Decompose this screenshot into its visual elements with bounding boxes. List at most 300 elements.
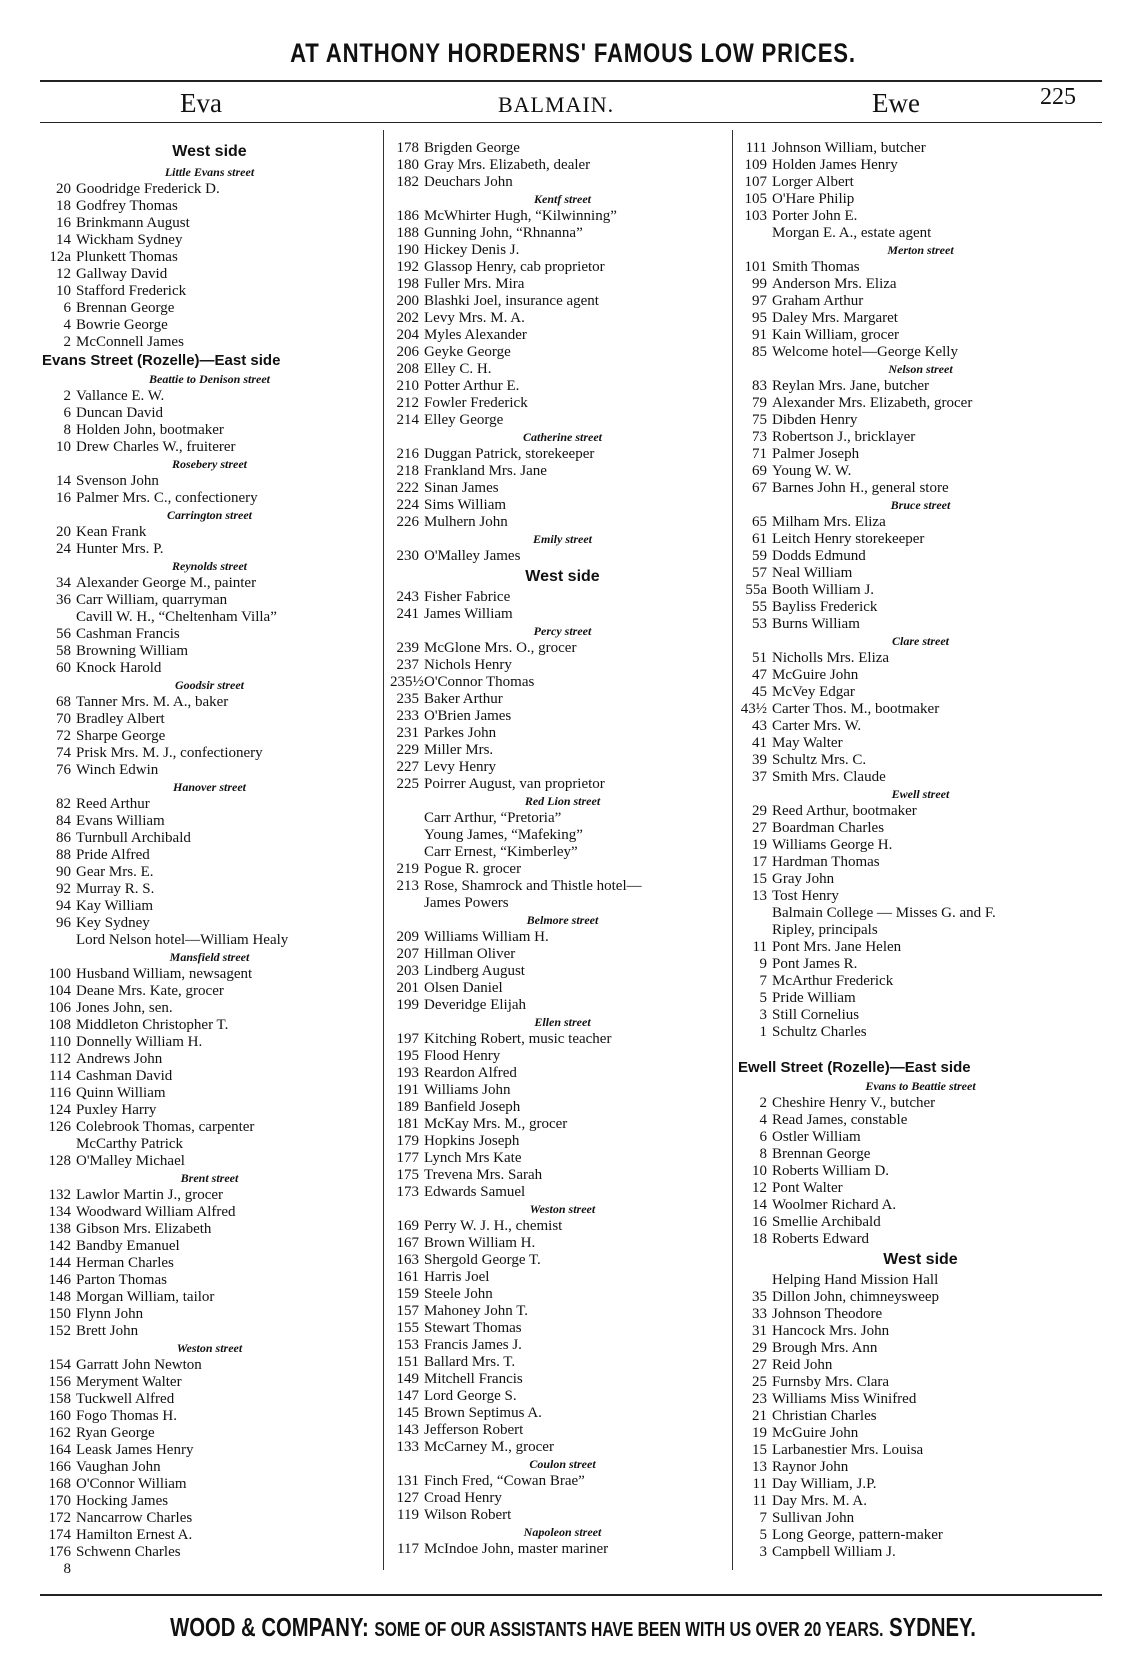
resident-name: Middleton Christopher T. (76, 1017, 229, 1033)
house-number: 112 (49, 1051, 71, 1067)
side-heading: West side (172, 143, 247, 160)
cross-street: Ewell street (891, 787, 950, 801)
resident-name: Hillman Oliver (424, 946, 516, 962)
directory-entry (390, 861, 735, 878)
resident-name: Flynn John (76, 1306, 144, 1322)
house-number (390, 844, 424, 861)
cross-street: Bruce street (890, 498, 951, 512)
resident-name: Robertson J., bricklayer (772, 429, 916, 445)
directory-entry (738, 1323, 1103, 1340)
directory-entry (42, 609, 377, 626)
house-number: 29 (752, 1340, 767, 1356)
directory-entry (738, 922, 1103, 939)
resident-name: Colebrook Thomas, carpenter (76, 1119, 255, 1135)
house-number: 166 (48, 1459, 71, 1475)
directory-entry (738, 327, 1103, 344)
directory-entry (738, 1357, 1103, 1374)
directory-entry (390, 1507, 735, 1524)
house-number: 206 (396, 344, 419, 360)
house-number: 233 (396, 708, 419, 724)
house-number: 2 (63, 388, 71, 404)
house-number: 145 (396, 1405, 419, 1421)
directory-entry (390, 997, 735, 1014)
resident-name: Banfield Joseph (424, 1099, 521, 1115)
resident-name: Murray R. S. (76, 881, 155, 897)
resident-name: Read James, constable (772, 1112, 908, 1128)
house-number: 94 (56, 898, 71, 914)
house-number: 151 (396, 1354, 419, 1370)
house-number: 3 (759, 1007, 767, 1023)
resident-name: Reylan Mrs. Jane, butcher (772, 378, 930, 394)
street-heading: Ewell Street (Rozelle)—East side (738, 1059, 971, 1076)
resident-name: Kitching Robert, music teacher (424, 1031, 612, 1047)
resident-name: Goodridge Frederick D. (76, 181, 220, 197)
resident-name: Svenson John (76, 473, 159, 489)
header-left-keyword: Eva (180, 88, 222, 118)
directory-entry (42, 660, 377, 677)
directory-entry (42, 1238, 377, 1255)
directory-column-2 (390, 140, 735, 1558)
directory-entry (42, 1510, 377, 1527)
house-number: 86 (56, 830, 71, 846)
house-number: 214 (396, 412, 419, 428)
house-number: 209 (396, 929, 419, 945)
house-number: 204 (396, 327, 419, 343)
house-number: 37 (752, 769, 767, 785)
resident-name: Porter John E. (772, 208, 858, 224)
directory-entry (42, 334, 377, 351)
cross-street: Nelson street (888, 362, 953, 376)
resident-name: Francis James J. (424, 1337, 522, 1353)
house-number: 2 (63, 334, 71, 350)
house-number: 172 (48, 1510, 71, 1526)
house-number: 227 (396, 759, 419, 775)
house-number: 58 (56, 643, 71, 659)
resident-name: Dillon John, chimneysweep (772, 1289, 940, 1305)
resident-name: Long George, pattern-maker (772, 1527, 943, 1543)
house-number: 235 (396, 691, 419, 707)
resident-name: Pogue R. grocer (424, 861, 522, 877)
house-number: 18 (56, 198, 71, 214)
house-number: 69 (752, 463, 767, 479)
directory-entry (738, 718, 1103, 735)
house-number: 193 (396, 1065, 419, 1081)
directory-column-1 (42, 140, 377, 1578)
resident-name: Palmer Joseph (772, 446, 860, 462)
directory-entry (42, 300, 377, 317)
house-number: 116 (49, 1085, 71, 1101)
directory-entry (390, 946, 735, 963)
house-number: 6 (63, 300, 71, 316)
resident-name: Harris Joel (424, 1269, 490, 1285)
resident-name: Levy Henry (424, 759, 497, 775)
house-number: 164 (48, 1442, 71, 1458)
footer-city: SYDNEY. (889, 1612, 976, 1642)
resident-name: Lawlor Martin J., grocer (76, 1187, 224, 1203)
header-rule (40, 80, 1102, 82)
resident-name: Elley George (424, 412, 504, 428)
resident-name: Sims William (424, 497, 507, 513)
house-number: 154 (48, 1357, 71, 1373)
resident-name: Ballard Mrs. T. (424, 1354, 516, 1370)
resident-name: Nancarrow Charles (76, 1510, 193, 1526)
resident-name: Cheshire Henry V., butcher (772, 1095, 936, 1111)
cross-street: Reynolds street (172, 559, 247, 573)
house-number: 175 (396, 1167, 419, 1183)
resident-name: Welcome hotel—George Kelly (772, 344, 958, 360)
house-number: 3 (759, 1544, 767, 1560)
directory-entry (42, 1425, 377, 1442)
house-number: 31 (752, 1323, 767, 1339)
house-number: 25 (752, 1374, 767, 1390)
resident-name: Reardon Alfred (424, 1065, 517, 1081)
resident-name: Johnson Theodore (772, 1306, 883, 1322)
house-number: 51 (752, 650, 767, 666)
cross-street: Weston street (176, 1341, 243, 1355)
resident-name: James William (424, 606, 513, 622)
resident-name: Booth William J. (772, 582, 875, 598)
resident-name: Hopkins Joseph (424, 1133, 520, 1149)
directory-entry (42, 1408, 377, 1425)
house-number: 119 (397, 1507, 419, 1523)
column-divider-1 (383, 130, 384, 1570)
house-number: 29 (752, 803, 767, 819)
directory-entry (390, 1439, 735, 1456)
directory-entry (42, 881, 377, 898)
resident-name: Quinn William (76, 1085, 166, 1101)
directory-entry (738, 1391, 1103, 1408)
house-number: 82 (56, 796, 71, 812)
house-number: 160 (48, 1408, 71, 1424)
directory-entry (738, 905, 1103, 922)
house-number: 14 (56, 473, 71, 489)
cross-street: Little Evans street (164, 165, 255, 179)
directory-entry (390, 1405, 735, 1422)
directory-entry (738, 939, 1103, 956)
resident-name: Gray Mrs. Elizabeth, dealer (424, 157, 591, 173)
house-number: 68 (56, 694, 71, 710)
directory-entry (390, 514, 735, 531)
resident-name: Nicholls Mrs. Eliza (772, 650, 890, 666)
house-number (390, 895, 424, 912)
directory-entry (42, 711, 377, 728)
header-locality: BALMAIN. (498, 92, 615, 117)
resident-name: Brough Mrs. Ann (772, 1340, 878, 1356)
directory-entry (390, 725, 735, 742)
house-number: 150 (48, 1306, 71, 1322)
resident-name: McConnell James (76, 334, 184, 350)
directory-entry (738, 565, 1103, 582)
resident-name: Brinkmann August (76, 215, 190, 231)
resident-name: Boardman Charles (772, 820, 885, 836)
resident-name: Plunkett Thomas (76, 249, 178, 265)
house-number (738, 922, 772, 939)
resident-name: McVey Edgar (772, 684, 855, 700)
directory-entry (42, 626, 377, 643)
house-number: 132 (48, 1187, 71, 1203)
directory-entry (390, 657, 735, 674)
resident-name: Carr William, quarryman (76, 592, 228, 608)
house-number: 200 (396, 293, 419, 309)
resident-name: Williams Miss Winifred (772, 1391, 917, 1407)
directory-entry (42, 1085, 377, 1102)
house-number: 143 (396, 1422, 419, 1438)
house-number: 8 (63, 422, 71, 438)
resident-name: Kay William (76, 898, 154, 914)
resident-name: Tanner Mrs. M. A., baker (76, 694, 229, 710)
directory-entry (390, 1286, 735, 1303)
house-number: 109 (744, 157, 767, 173)
directory-entry (738, 854, 1103, 871)
house-number: 75 (752, 412, 767, 428)
directory-entry (42, 983, 377, 1000)
house-number: 7 (759, 973, 767, 989)
directory-entry (42, 490, 377, 507)
resident-name: Mitchell Francis (424, 1371, 523, 1387)
resident-name: Turnbull Archibald (76, 830, 191, 846)
directory-entry (42, 1476, 377, 1493)
house-number: 83 (752, 378, 767, 394)
house-number: 231 (396, 725, 419, 741)
resident-name: Bayliss Frederick (772, 599, 878, 615)
directory-entry (738, 1180, 1103, 1197)
directory-entry (390, 259, 735, 276)
directory-entry (42, 232, 377, 249)
house-number (738, 905, 772, 922)
directory-entry (738, 1493, 1103, 1510)
resident-name: Fisher Fabrice (424, 589, 511, 605)
page-banner: AT ANTHONY HORDERNS' FAMOUS LOW PRICES. (290, 38, 856, 68)
house-number: 182 (396, 174, 419, 190)
house-number: 174 (48, 1527, 71, 1543)
house-number (390, 827, 424, 844)
directory-entry (42, 830, 377, 847)
directory-entry (390, 1099, 735, 1116)
directory-entry (738, 463, 1103, 480)
resident-name: Roberts Edward (772, 1231, 870, 1247)
house-number: 127 (396, 1490, 419, 1506)
resident-name: Still Cornelius (772, 1007, 860, 1023)
cross-street: Brent street (180, 1171, 239, 1185)
directory-entry (738, 293, 1103, 310)
directory-entry (390, 1388, 735, 1405)
resident-name: Johnson William, butcher (772, 140, 926, 156)
house-number: 128 (48, 1153, 71, 1169)
house-number: 11 (752, 1493, 767, 1509)
resident-name: Furnsby Mrs. Clara (772, 1374, 890, 1390)
house-number: 158 (48, 1391, 71, 1407)
directory-entry (42, 198, 377, 215)
cross-street: Goodsir street (175, 678, 244, 692)
directory-entry (42, 1306, 377, 1323)
directory-column-3 (738, 140, 1103, 1561)
resident-name: Poirrer August, van proprietor (424, 776, 605, 792)
directory-entry (42, 694, 377, 711)
house-number: 72 (56, 728, 71, 744)
resident-name: Cashman David (76, 1068, 173, 1084)
directory-entry (738, 973, 1103, 990)
directory-entry (390, 1337, 735, 1354)
house-number: 91 (752, 327, 767, 343)
resident-name: Morgan William, tailor (76, 1289, 215, 1305)
directory-entry (42, 1119, 377, 1136)
directory-entry (42, 1221, 377, 1238)
directory-entry (738, 276, 1103, 293)
house-number: 4 (63, 317, 71, 333)
house-number: 105 (744, 191, 767, 207)
directory-entry (738, 259, 1103, 276)
street-heading: Evans Street (Rozelle)—East side (42, 352, 281, 369)
directory-entry (738, 990, 1103, 1007)
resident-name: Hocking James (76, 1493, 169, 1509)
directory-entry (42, 405, 377, 422)
house-number: 11 (752, 939, 767, 955)
resident-name: Duncan David (76, 405, 164, 421)
house-number: 110 (49, 1034, 71, 1050)
directory-entry (738, 514, 1103, 531)
directory-entry (390, 759, 735, 776)
resident-name: Jones John, sen. (76, 1000, 173, 1016)
resident-name: Andrews John (76, 1051, 163, 1067)
directory-entry (390, 463, 735, 480)
directory-entry (390, 344, 735, 361)
directory-entry (390, 361, 735, 378)
house-number: 230 (396, 548, 419, 564)
directory-entry (390, 895, 735, 912)
house-number: 100 (48, 966, 71, 982)
resident-name: Carter Thos. M., bootmaker (772, 701, 940, 717)
resident-name: Williams William H. (424, 929, 549, 945)
directory-entry (42, 1034, 377, 1051)
resident-name: Bandby Emanuel (76, 1238, 180, 1254)
directory-entry (390, 708, 735, 725)
directory-entry (738, 1476, 1103, 1493)
resident-name: Fowler Frederick (424, 395, 528, 411)
house-number: 18 (752, 1231, 767, 1247)
directory-entry (390, 1116, 735, 1133)
resident-name: Miller Mrs. (424, 742, 494, 758)
house-number: 155 (396, 1320, 419, 1336)
house-number: 67 (752, 480, 767, 496)
house-number: 180 (396, 157, 419, 173)
resident-name: McGuire John (772, 1425, 859, 1441)
house-number: 33 (752, 1306, 767, 1322)
house-number: 92 (56, 881, 71, 897)
directory-entry (42, 1493, 377, 1510)
resident-name: Lynch Mrs Kate (424, 1150, 522, 1166)
house-number: 195 (396, 1048, 419, 1064)
house-number: 189 (396, 1099, 419, 1115)
resident-name: O'Connor William (76, 1476, 187, 1492)
directory-entry (738, 599, 1103, 616)
house-number: 142 (48, 1238, 71, 1254)
resident-name: Godfrey Thomas (76, 198, 178, 214)
resident-name: Fuller Mrs. Mira (424, 276, 525, 292)
directory-entry (738, 1231, 1103, 1248)
resident-name: Wilson Robert (424, 1507, 512, 1523)
resident-name: Pride Alfred (76, 847, 150, 863)
header-underline (40, 122, 1102, 123)
house-number: 57 (752, 565, 767, 581)
resident-name: Deuchars John (424, 174, 513, 190)
resident-name: O'Hare Philip (772, 191, 855, 207)
house-number: 12 (56, 266, 71, 282)
directory-entry (738, 1146, 1103, 1163)
resident-name: Stewart Thomas (424, 1320, 522, 1336)
resident-name: Woolmer Richard A. (772, 1197, 897, 1213)
house-number: 131 (396, 1473, 419, 1489)
house-number: 146 (48, 1272, 71, 1288)
directory-entry (42, 266, 377, 283)
house-number: 4 (759, 1112, 767, 1128)
house-number: 8 (759, 1146, 767, 1162)
directory-entry (390, 1082, 735, 1099)
resident-name: Pont Walter (772, 1180, 843, 1196)
resident-name: Burns William (772, 616, 860, 632)
directory-entry (390, 548, 735, 565)
house-number: 192 (396, 259, 419, 275)
house-number: 157 (396, 1303, 419, 1319)
directory-entry (738, 480, 1103, 497)
house-number: 176 (48, 1544, 71, 1560)
directory-entry (738, 310, 1103, 327)
house-number: 10 (752, 1163, 767, 1179)
directory-entry (738, 701, 1103, 718)
resident-name: Bradley Albert (76, 711, 165, 727)
directory-entry (738, 174, 1103, 191)
house-number: 208 (396, 361, 419, 377)
house-number: 1 (759, 1024, 767, 1040)
resident-name: Hamilton Ernest A. (76, 1527, 193, 1543)
resident-name: Wickham Sydney (76, 232, 183, 248)
directory-entry (42, 1527, 377, 1544)
resident-name: Ripley, principals (772, 922, 878, 938)
resident-name: Husband William, newsagent (76, 966, 253, 982)
resident-name: McCarthy Patrick (76, 1136, 184, 1152)
resident-name: Campbell William J. (772, 1544, 896, 1560)
resident-name: Gallway David (76, 266, 168, 282)
directory-entry (738, 1374, 1103, 1391)
house-number (738, 1272, 772, 1289)
directory-entry (390, 327, 735, 344)
house-number (738, 225, 772, 242)
house-number: 197 (396, 1031, 419, 1047)
directory-entry (42, 915, 377, 932)
house-number: 71 (752, 446, 767, 462)
resident-name: Puxley Harry (76, 1102, 157, 1118)
directory-entry (738, 769, 1103, 786)
resident-name: Milham Mrs. Eliza (772, 514, 886, 530)
spacer (738, 1041, 1103, 1058)
house-number: 161 (396, 1269, 419, 1285)
house-number: 61 (752, 531, 767, 547)
house-number: 16 (56, 215, 71, 231)
resident-name: Reed Arthur (76, 796, 150, 812)
house-number: 97 (752, 293, 767, 309)
house-number: 20 (56, 181, 71, 197)
directory-entry (42, 1153, 377, 1170)
directory-entry (390, 1252, 735, 1269)
cross-street: Carrington street (166, 508, 253, 522)
directory-entry (42, 1272, 377, 1289)
resident-name: Drew Charles W., fruiterer (76, 439, 236, 455)
directory-entry (738, 225, 1103, 242)
resident-name: Lord George S. (424, 1388, 517, 1404)
resident-name: Hunter Mrs. P. (76, 541, 164, 557)
directory-entry (42, 745, 377, 762)
house-number: 6 (759, 1129, 767, 1145)
house-number: 7 (759, 1510, 767, 1526)
